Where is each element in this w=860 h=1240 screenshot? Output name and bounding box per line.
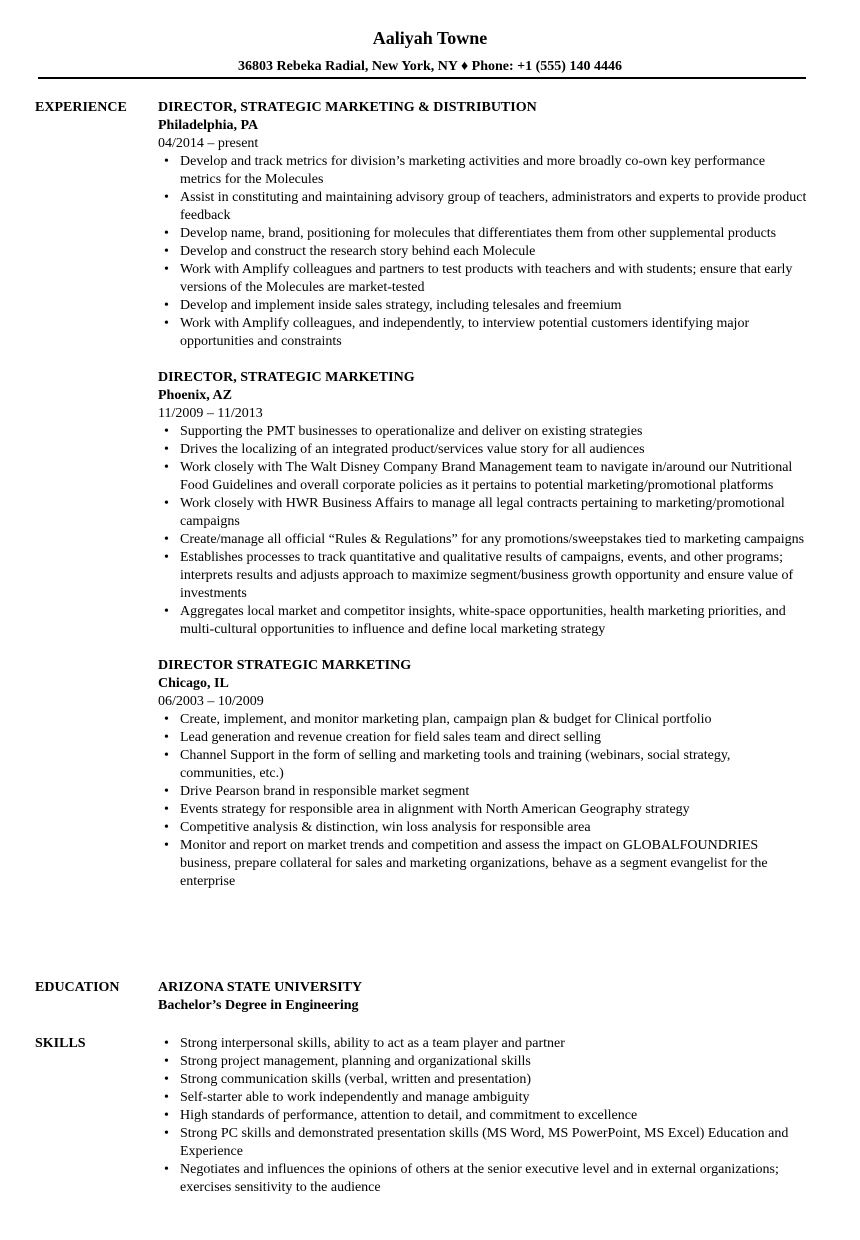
job-bullets <box>158 423 808 639</box>
skill-item: • Strong project management, planning and organizational skills <box>180 1053 808 1071</box>
bullet-item: • Develop name, brand, positioning for molecules that differentiates them from other supplemental products <box>180 225 808 243</box>
job-dates: 11/2009 – 11/2013 <box>158 406 263 421</box>
skill-item: • Self-starter able to work independently and manage ambiguity <box>180 1089 808 1107</box>
bullet-item: • Create/manage all official “Rules & Regulations” for any promotions/sweepstakes tied to marketing campaigns <box>180 531 808 549</box>
education-body <box>158 979 808 1015</box>
bullet-item: • Aggregates local market and competitor insights, white-space opportunities, health marketing priorities, and multi-cultural opportunities to influence and define local marketing strategy <box>180 603 808 639</box>
bullet-item: • Assist in constituting and maintaining advisory group of teachers, administrators and experts to provide product feedback <box>180 189 808 225</box>
skill-item: • High standards of performance, attention to detail, and commitment to excellence <box>180 1107 808 1125</box>
contact-line: 36803 Rebeka Radial, New York, NY ♦ Phone: +1 (555) 140 4446 <box>238 59 622 74</box>
section-title-skills: SKILLS <box>35 1036 86 1051</box>
job-entry <box>158 369 808 639</box>
bullet-item: • Work with Amplify colleagues and partners to test products with teachers and with students; ensure that early versions of the Molecules are market-tested <box>180 261 808 297</box>
bullet-item: • Work closely with HWR Business Affairs to manage all legal contracts pertaining to marketing/promotional campaigns <box>180 495 808 531</box>
bullet-item: • Develop and track metrics for division’s marketing activities and more broadly co-own key performance metrics for the Molecules <box>180 153 808 189</box>
bullet-item: • Work with Amplify colleagues, and independently, to interview potential customers identifying major opportunities and constraints <box>180 315 808 351</box>
skill-item: • Strong interpersonal skills, ability to act as a team player and partner <box>180 1035 808 1053</box>
bullet-item: • Develop and implement inside sales strategy, including telesales and freemium <box>180 297 808 315</box>
bullet-item: • Establishes processes to track quantitative and qualitative results of campaigns, events, and other programs; interprets results and adjusts approach to maximize segment/business growth opportunity and ensure value of investments <box>180 549 808 603</box>
job-title: DIRECTOR STRATEGIC MARKETING <box>158 658 412 673</box>
skill-item: • Strong PC skills and demonstrated presentation skills (MS Word, MS PowerPoint, MS Excel) Education and Experience <box>180 1125 808 1161</box>
bullet-item: • Develop and construct the research story behind each Molecule <box>180 243 808 261</box>
bullet-item: • Competitive analysis & distinction, win loss analysis for responsible area <box>180 819 808 837</box>
degree-name: Bachelor’s Degree in Engineering <box>158 998 359 1013</box>
bullet-item: • Lead generation and revenue creation for field sales team and direct selling <box>180 729 808 747</box>
job-dates: 06/2003 – 10/2009 <box>158 694 264 709</box>
skills-body <box>158 1035 808 1197</box>
skill-item: • Negotiates and influences the opinions of others at the senior executive level and in external organizations; exercises sensitivity to the audience <box>180 1161 808 1197</box>
header-divider <box>38 77 806 79</box>
job-entry <box>158 99 808 351</box>
skill-item: • Strong communication skills (verbal, written and presentation) <box>180 1071 808 1089</box>
job-bullets <box>158 711 808 891</box>
job-title: DIRECTOR, STRATEGIC MARKETING <box>158 370 415 385</box>
job-location: Philadelphia, PA <box>158 118 259 133</box>
section-title-experience: EXPERIENCE <box>35 100 127 115</box>
bullet-item: • Events strategy for responsible area in alignment with North American Geography strategy <box>180 801 808 819</box>
bullet-item: • Drives the localizing of an integrated product/services value story for all audiences <box>180 441 808 459</box>
job-location: Phoenix, AZ <box>158 388 232 403</box>
job-dates: 04/2014 – present <box>158 136 259 151</box>
school-name: ARIZONA STATE UNIVERSITY <box>158 980 363 995</box>
bullet-item: • Create, implement, and monitor marketing plan, campaign plan & budget for Clinical portfolio <box>180 711 808 729</box>
section-title-education: EDUCATION <box>35 980 120 995</box>
bullet-item: • Work closely with The Walt Disney Company Brand Management team to navigate in/around our Nutritional Food Guidelines and overall corporate policies as it pertains to potential marketing/promotional platforms <box>180 459 808 495</box>
job-title: DIRECTOR, STRATEGIC MARKETING & DISTRIBUTION <box>158 100 537 115</box>
bullet-item: • Supporting the PMT businesses to operationalize and deliver on existing strategies <box>180 423 808 441</box>
bullet-item: • Channel Support in the form of selling and marketing tools and training (webinars, social strategy, communities, etc.) <box>180 747 808 783</box>
job-bullets <box>158 153 808 351</box>
job-entry <box>158 657 808 891</box>
job-location: Chicago, IL <box>158 676 229 691</box>
bullet-item: • Drive Pearson brand in responsible market segment <box>180 783 808 801</box>
experience-body <box>158 99 808 909</box>
candidate-name: Aaliyah Towne <box>372 28 488 48</box>
bullet-item: • Monitor and report on market trends and competition and assess the impact on GLOBALFOUNDRIES business, prepare collateral for sales and marketing organizations, behave as a segment evangelist for the enterprise <box>180 837 808 891</box>
skills-list <box>158 1035 808 1197</box>
